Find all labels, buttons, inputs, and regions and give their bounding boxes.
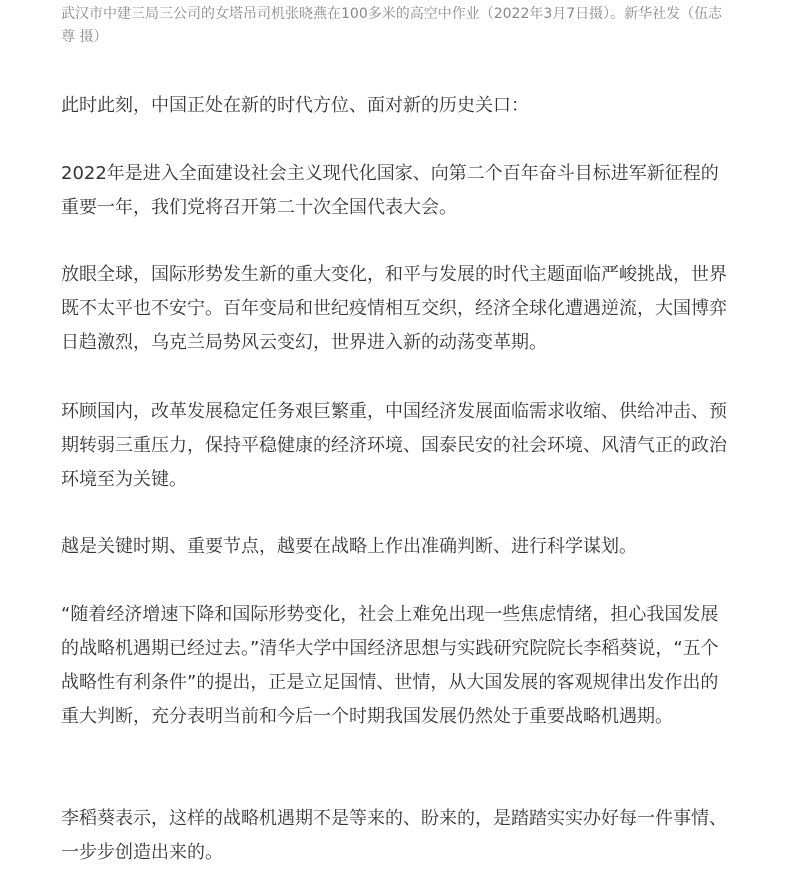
article-body bbox=[61, 0, 731, 863]
paragraph-4: 环顾国内，改革发展稳定任务艰巨繁重，中国经济发展面临需求收缩、供给冲击、预期转弱三重压力，保持平稳健康的经济环境、国泰民安的社会环境、风清气正的政治环境至为关键。 bbox=[61, 401, 727, 490]
paragraph-2: 2022年是进入全面建设社会主义现代化国家、向第二个百年奋斗目标进军新征程的重要一年，我们党将召开第二十次全国代表大会。 bbox=[61, 163, 719, 218]
photo-caption: 武汉市中建三局三公司的女塔吊司机张晓燕在100多米的高空中作业（2022年3月7日摄）。新华社发（伍志尊 摄） bbox=[61, 6, 723, 45]
paragraph-3: 放眼全球，国际形势发生新的重大变化，和平与发展的时代主题面临严峻挑战，世界既不太平也不安宁。百年变局和世纪疫情相互交织，经济全球化遭遇逆流，大国博弈日趋激烈，乌克兰局势风云变幻，世界进入新的动荡变革期。 bbox=[61, 264, 727, 353]
paragraph-1: 此时此刻，中国正处在新的时代方位、面对新的历史关口： bbox=[61, 95, 529, 116]
paragraph-5: 越是关键时期、重要节点，越要在战略上作出准确判断、进行科学谋划。 bbox=[61, 536, 637, 557]
paragraph-6: “随着经济增速下降和国际形势变化，社会上难免出现一些焦虑情绪，担心我国发展的战略机遇期已经过去。”清华大学中国经济思想与实践研究院院长李稻葵说，“五个战略性有利条件”的提出，正是立足国情、世情，从大国发展的客观规律出发作出的重大判断，充分表明当前和今后一个时期我国发展仍然处于重要战略机遇期。 bbox=[61, 604, 719, 727]
paragraph-7: 李稻葵表示，这样的战略机遇期不是等来的、盼来的，是踏踏实实办好每一件事情、一步步创造出来的。 bbox=[61, 808, 727, 863]
